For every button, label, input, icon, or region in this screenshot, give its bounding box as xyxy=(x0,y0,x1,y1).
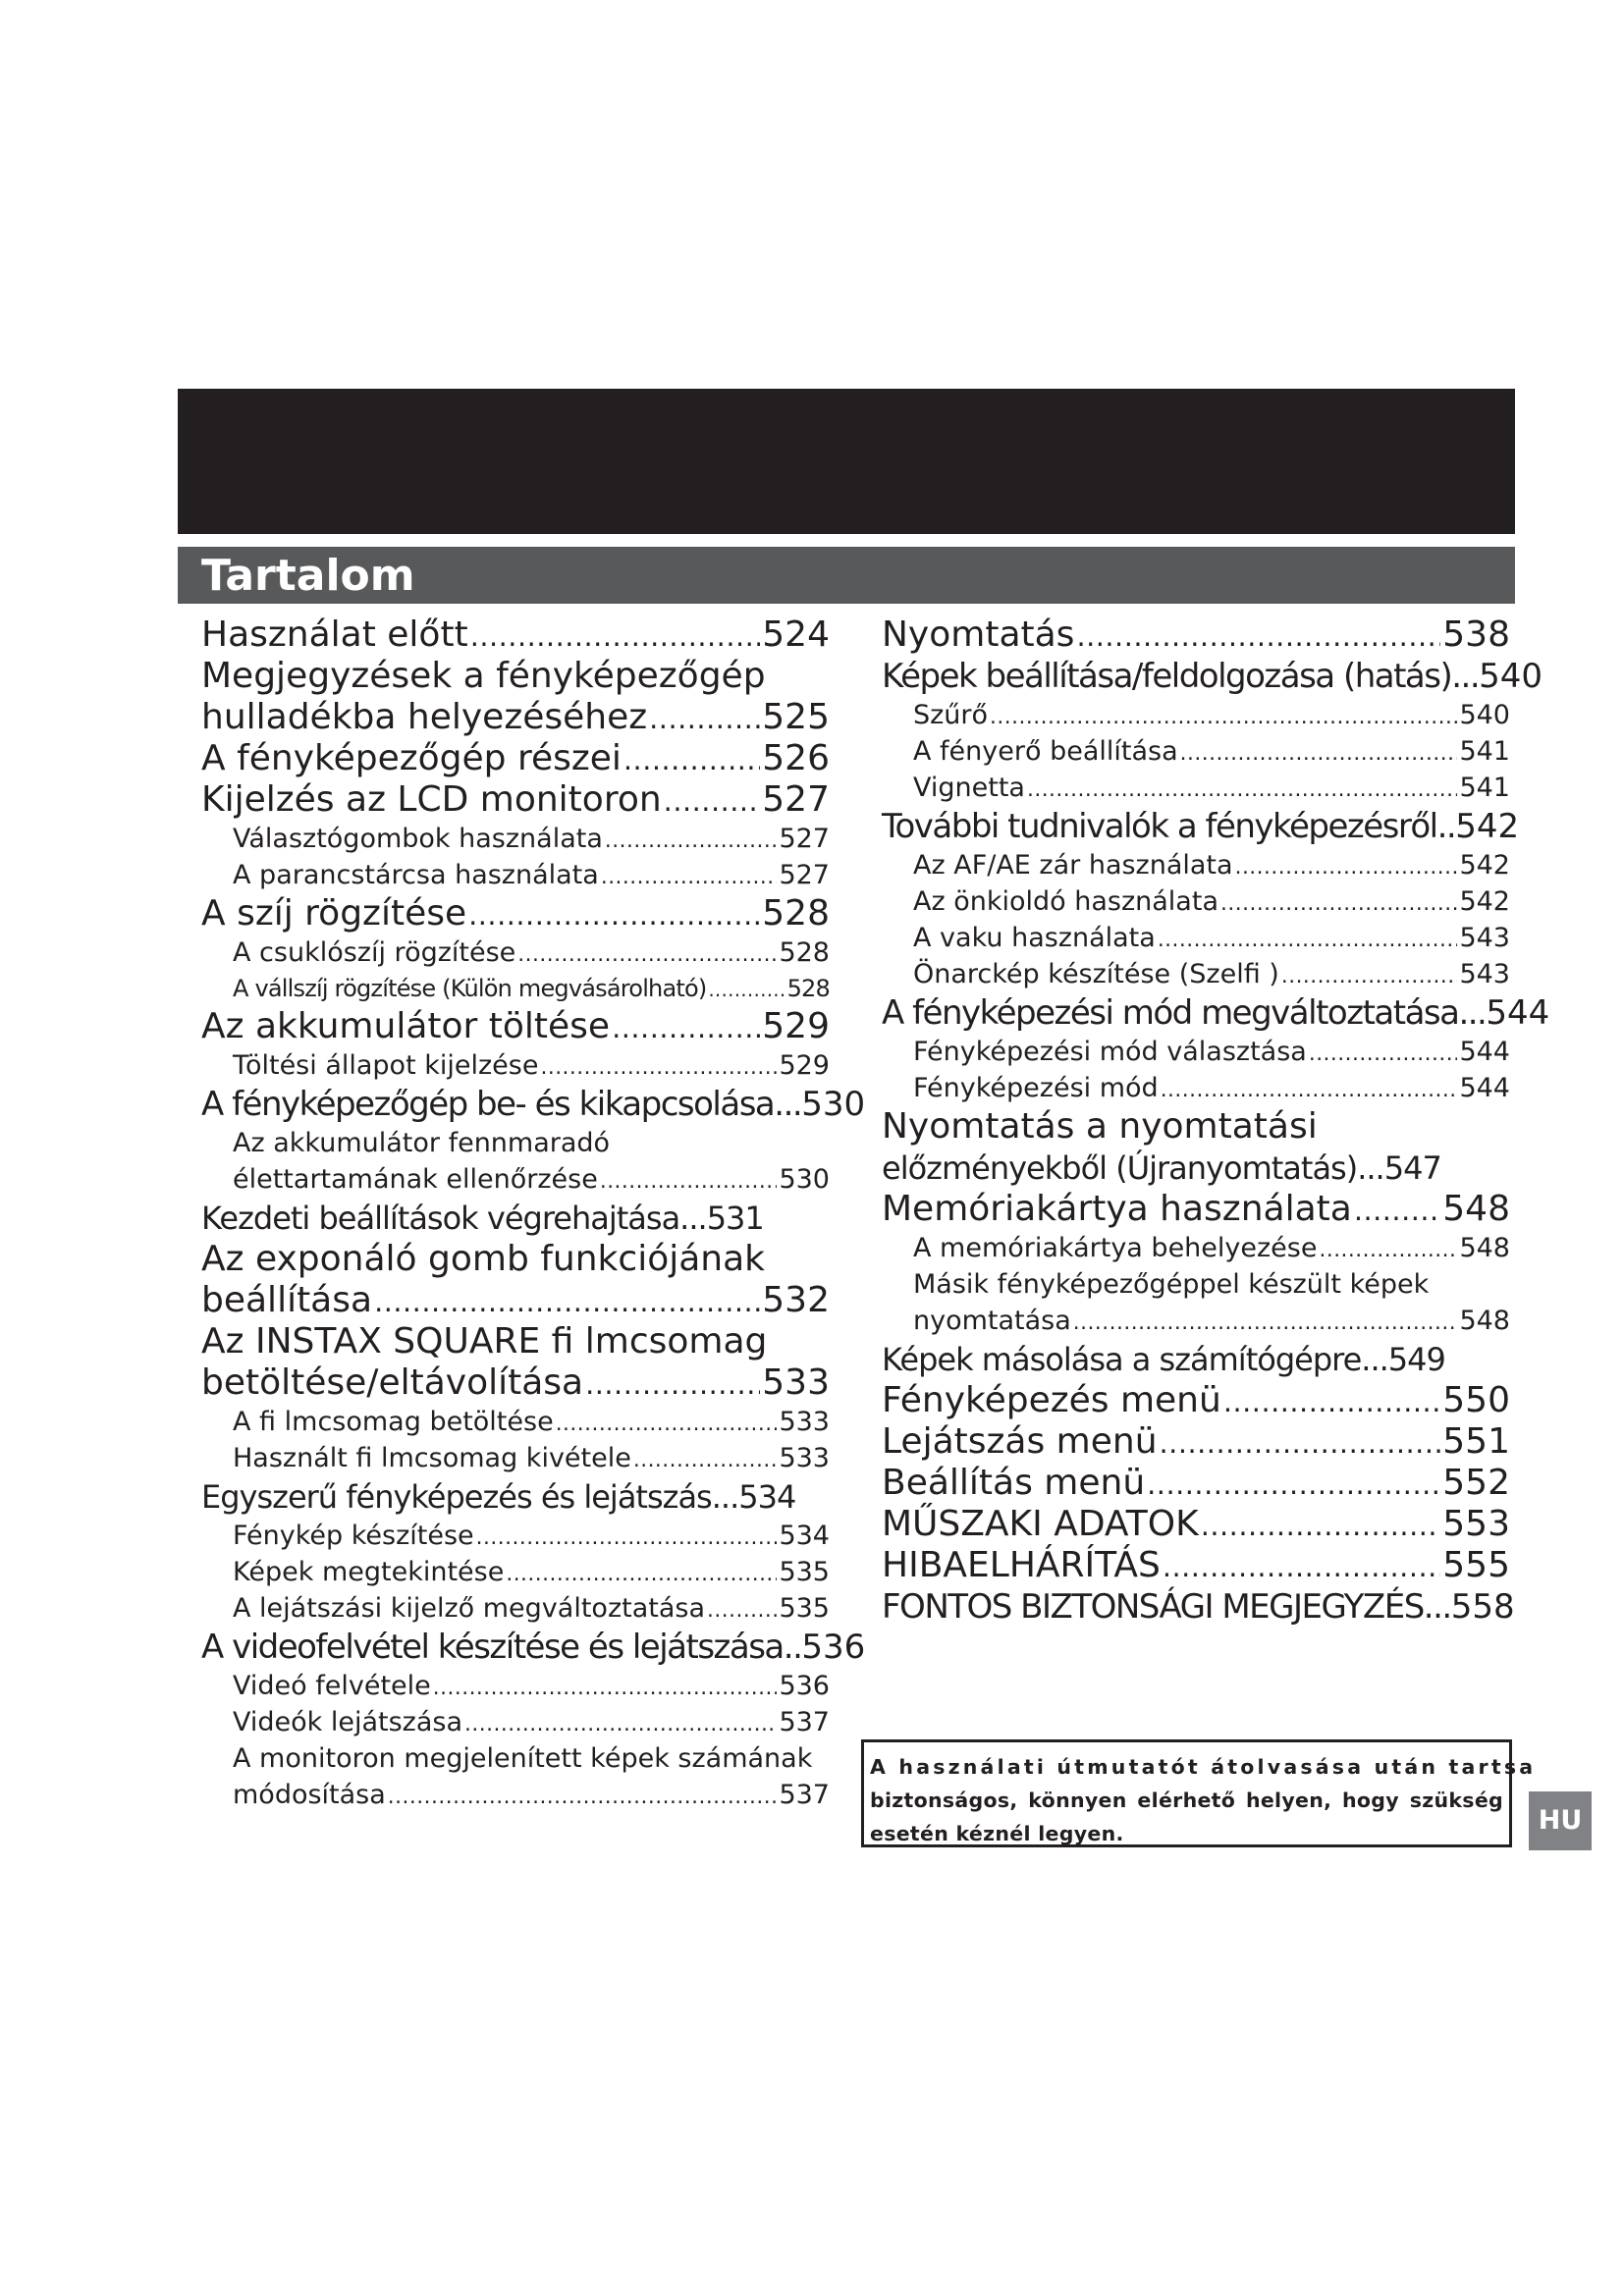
toc-left-column xyxy=(201,614,866,1813)
toc-right-column xyxy=(882,614,1550,1628)
toc-entry[interactable]: Megjegyzések a fényképezőgép xyxy=(201,656,766,696)
toc-entry[interactable]: Képek beállítása/feldolgozása (hatás)... 540 xyxy=(882,657,1543,696)
toc-subentry[interactable]: élettartamának ellenőrzése ..... 530 xyxy=(201,1161,830,1198)
storage-notice-box xyxy=(861,1739,1537,1847)
toc-subentry[interactable]: A lejátszási kijelző megváltoztatása ..... 535 xyxy=(201,1590,830,1627)
toc-subentry[interactable]: Önarckép készítése (Szelfi ) ..... 543 xyxy=(882,956,1510,992)
toc-entry[interactable]: Fényképezés menü ..... 550 xyxy=(882,1380,1510,1421)
toc-subentry[interactable]: Képek megtekintése ..... 535 xyxy=(201,1554,830,1590)
toc-subentry[interactable]: A monitoron megjelenített képek számának xyxy=(233,1743,813,1774)
toc-entry[interactable]: előzményekből (Újranyomtatás)... 547 xyxy=(882,1149,1441,1187)
toc-subentry[interactable]: Fényképezési mód választása ..... 544 xyxy=(882,1034,1510,1070)
toc-entry[interactable]: A fényképezési mód megváltoztatása... 544 xyxy=(882,993,1550,1033)
toc-entry[interactable]: MŰSZAKI ADATOK ..... 553 xyxy=(882,1504,1510,1545)
toc-subentry[interactable]: Töltési állapot kijelzése ..... 529 xyxy=(201,1047,830,1084)
toc-entry[interactable]: Egyszerű fényképezés és lejátszás... 534 xyxy=(201,1478,796,1516)
toc-entry[interactable]: Memóriakártya használata ..... 548 xyxy=(882,1189,1510,1230)
toc-entry[interactable]: beállítása ..... 532 xyxy=(201,1280,830,1321)
toc-subentry[interactable]: Az AF/AE zár használata ..... 542 xyxy=(882,847,1510,883)
toc-subentry[interactable]: módosítása ..... 537 xyxy=(201,1777,830,1813)
toc-entry[interactable]: Kezdeti beállítások végrehajtása... 531 xyxy=(201,1200,764,1237)
header-black-band xyxy=(178,389,1515,534)
toc-entry[interactable]: HIBAELHÁRÍTÁS ..... 555 xyxy=(882,1545,1510,1586)
toc-subentry[interactable]: Másik fényképezőgéppel készült képek xyxy=(913,1269,1430,1300)
toc-entry[interactable]: A fényképezőgép részei ..... 526 xyxy=(201,738,830,779)
toc-entry[interactable]: Az exponáló gomb funkciójának xyxy=(201,1239,766,1279)
notice-line-2: biztonságos, könnyen elérhető helyen, hogy szükség esetén kéznél legyen. xyxy=(870,1789,1503,1845)
toc-subentry[interactable]: A csuklószíj rögzítése ..... 528 xyxy=(201,934,830,971)
toc-subentry[interactable]: nyomtatása ..... 548 xyxy=(882,1303,1510,1339)
toc-entry[interactable]: Nyomtatás a nyomtatási xyxy=(882,1106,1318,1147)
toc-entry[interactable]: Az akkumulátor töltése ..... 529 xyxy=(201,1006,830,1047)
toc-entry[interactable]: Használat előtt ..... 524 xyxy=(201,614,830,656)
language-tab: HU xyxy=(1529,1791,1592,1850)
toc-entry[interactable]: hulladékba helyezéséhez ..... 525 xyxy=(201,697,830,738)
toc-entry[interactable]: További tudnivalók a fényképezésről.. 542 xyxy=(882,807,1520,846)
toc-subentry[interactable]: A fi lmcsomag betöltése ..... 533 xyxy=(201,1404,830,1440)
toc-subentry[interactable]: Szűrő ..... 540 xyxy=(882,697,1510,733)
toc-entry[interactable]: Kijelzés az LCD monitoron ..... 527 xyxy=(201,779,830,821)
toc-entry[interactable]: FONTOS BIZTONSÁGI MEGJEGYZÉS... 558 xyxy=(882,1587,1515,1627)
toc-subentry[interactable]: A parancstárcsa használata ..... 527 xyxy=(201,857,830,893)
toc-entry[interactable]: Lejátszás menü ..... 551 xyxy=(882,1421,1510,1463)
toc-entry[interactable]: betöltése/eltávolítása ..... 533 xyxy=(201,1362,830,1404)
toc-subentry[interactable]: A vállszíj rögzítése (Külön megvásárolható) ..... 528 xyxy=(201,971,830,1006)
toc-subentry[interactable]: Fénykép készítése ..... 534 xyxy=(201,1518,830,1554)
toc-subentry[interactable]: A fényerő beállítása ..... 541 xyxy=(882,733,1510,770)
toc-subentry[interactable]: Az akkumulátor fennmaradó xyxy=(233,1128,611,1158)
toc-entry[interactable]: Az INSTAX SQUARE fi lmcsomag xyxy=(201,1321,768,1362)
page-title: Tartalom xyxy=(201,551,415,601)
toc-subentry[interactable]: Az önkioldó használata ..... 542 xyxy=(882,883,1510,920)
toc-subentry[interactable]: Használt fi lmcsomag kivétele ..... 533 xyxy=(201,1440,830,1476)
toc-subentry[interactable]: Videó felvétele ..... 536 xyxy=(201,1668,830,1704)
title-band xyxy=(178,547,1515,604)
toc-entry[interactable]: Beállítás menü ..... 552 xyxy=(882,1463,1510,1504)
toc-entry[interactable]: A fényképezőgép be- és kikapcsolása... 530 xyxy=(201,1085,866,1124)
toc-entry[interactable]: Képek másolása a számítógépre... 549 xyxy=(882,1341,1445,1378)
toc-subentry[interactable]: A vaku használata ..... 543 xyxy=(882,920,1510,956)
toc-subentry[interactable]: Választógombok használata ..... 527 xyxy=(201,821,830,857)
toc-subentry[interactable]: Videók lejátszása ..... 537 xyxy=(201,1704,830,1740)
notice-line-1: A használati útmutatót átolvasása után tartsa xyxy=(870,1755,1537,1779)
toc-subentry[interactable]: Vignetta ..... 541 xyxy=(882,770,1510,806)
toc-entry[interactable]: Nyomtatás ..... 538 xyxy=(882,614,1510,656)
toc-subentry[interactable]: Fényképezési mód ..... 544 xyxy=(882,1070,1510,1106)
toc-subentry[interactable]: A memóriakártya behelyezése ..... 548 xyxy=(882,1230,1510,1266)
toc-entry[interactable]: A videofelvétel készítése és lejátszása.. 536 xyxy=(201,1628,866,1667)
toc-entry[interactable]: A szíj rögzítése ..... 528 xyxy=(201,893,830,934)
